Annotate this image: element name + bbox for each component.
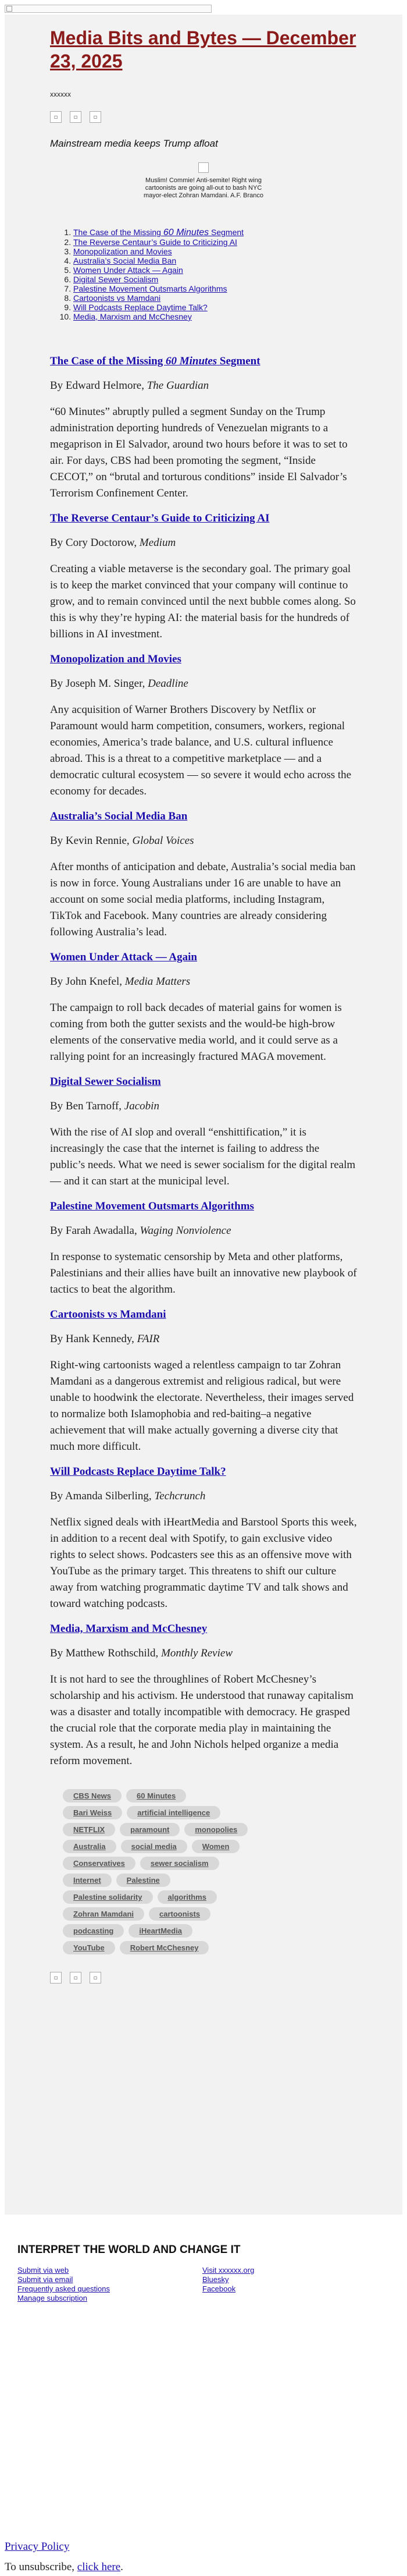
story-summary: In response to systematic censorship by Meta and other platforms, Palestinians and their allies have built an innovative new playbook of tactics to beat the algorithm.: [50, 1251, 357, 1296]
tag-chip[interactable]: NETFLIX: [63, 1823, 115, 1836]
tag-chip[interactable]: cartoonists: [149, 1907, 210, 1921]
story-headline-link[interactable]: Women Under Attack — Again: [50, 951, 198, 963]
tag-chip[interactable]: CBS News: [63, 1789, 122, 1803]
footer-left-links: [17, 2266, 110, 2303]
masked-text: xxxxxx: [50, 90, 71, 98]
top-image-placeholder: [5, 5, 212, 13]
toc-item: [73, 237, 357, 247]
toc-link[interactable]: Palestine Movement Outsmarts Algorithms: [73, 284, 227, 293]
toc-link[interactable]: Media, Marxism and McChesney: [73, 312, 192, 321]
story-summary: With the rise of AI slop and overall “enshittification,” it is increasingly the case that the internet is failing to address the public’s needs. What we need is sewer socialism for the digital realm — and it can start at the municipal level.: [50, 1126, 356, 1187]
toc-link[interactable]: Monopolization and Movies: [73, 247, 172, 256]
story: [50, 1623, 357, 1769]
visit-site-link[interactable]: Visit xxxxxx.org: [202, 2266, 255, 2275]
bottom-share-icons: [50, 1972, 357, 1984]
story: [50, 1076, 357, 1190]
story-summary: “60 Minutes” abruptly pulled a segment Sunday on the Trump administration deporting hundreds of Venezuelan migrants to a megaprison in El Salvador, around two hours before it was to set to air. For days, CBS had been promoting the segment, “Inside CECOT,” on “brutal and torturous conditions” inside El Salvador’s Terrorism Confinement Center.: [50, 406, 348, 499]
unsubscribe-link[interactable]: click here: [77, 2561, 121, 2573]
share-icon-3[interactable]: ▫: [90, 1972, 101, 1984]
story-summary: Creating a viable metaverse is the secondary goal. The primary goal is to keep the market convinced that your company will continue to grow, and to remain convinced until the next bubble comes along. So this is why they’re hyping AI: the material basis for the hundreds of billions in AI investment.: [50, 563, 356, 640]
tag-chip[interactable]: Robert McChesney: [120, 1941, 209, 1954]
toc-link[interactable]: The Reverse Centaur’s Guide to Criticizing AI: [73, 237, 237, 247]
story-byline: By Amanda Silberling, Techcrunch: [50, 1490, 206, 1502]
privacy-policy-link[interactable]: Privacy Policy: [5, 2540, 70, 2553]
social-share-icons: [50, 111, 357, 123]
tag-chip[interactable]: Internet: [63, 1874, 112, 1887]
tag-chip[interactable]: algorithms: [158, 1890, 217, 1904]
toc-link[interactable]: Digital Sewer Socialism: [73, 275, 159, 284]
story-byline: By Cory Doctorow, Medium: [50, 537, 176, 549]
toc-item: [73, 265, 357, 275]
toc-link[interactable]: The Case of the Missing 60 Minutes Segment: [73, 228, 244, 237]
story-headline-link[interactable]: Palestine Movement Outsmarts Algorithms: [50, 1200, 254, 1212]
toc-item: [73, 228, 357, 237]
footer-right-links: [202, 2266, 254, 2294]
story-headline-link[interactable]: The Reverse Centaur’s Guide to Criticizing AI: [50, 512, 270, 524]
story-summary: After months of anticipation and debate, Australia’s social media ban is now in force. Young Australians under 16 are unable to have an account on some social media platforms, including Instagram, TikTok and Facebook. Many countries are already considering following Australia’s lead.: [50, 861, 356, 938]
toc-item: [73, 303, 357, 312]
story: [50, 810, 357, 941]
faq-link[interactable]: Frequently asked questions: [17, 2284, 110, 2293]
submit-email-link[interactable]: Submit via email: [17, 2275, 73, 2284]
tag-chip[interactable]: monopolies: [184, 1823, 248, 1836]
toc-link[interactable]: Cartoonists vs Mamdani: [73, 293, 161, 303]
toc-link[interactable]: Australia’s Social Media Ban: [73, 256, 177, 265]
bluesky-link[interactable]: Bluesky: [202, 2275, 229, 2284]
share-icon-2[interactable]: ▫: [70, 111, 81, 123]
tag-chip[interactable]: artificial intelligence: [127, 1806, 220, 1819]
story: [50, 355, 357, 502]
tag-cloud: [63, 1789, 249, 1954]
story-summary: Right-wing cartoonists waged a relentless campaign to tar Zohran Mamdani as a dangerous extremist and religious radical, but were unable to hoodwink the electorate. Nevertheless, their images served to normalize both Islamophobia and red-baiting–a negative achievement that will make actually governing a diverse city that much more difficult.: [50, 1359, 354, 1453]
tag-chip[interactable]: Palestine: [116, 1874, 170, 1887]
toc-item: [73, 284, 357, 293]
tag-chip[interactable]: sewer socialism: [140, 1857, 219, 1870]
story-byline: By Joseph M. Singer, Deadline: [50, 677, 188, 690]
manage-subscription-link[interactable]: Manage subscription: [17, 2294, 87, 2302]
tag-chip[interactable]: Women: [192, 1840, 240, 1853]
tag-chip[interactable]: paramount: [120, 1823, 180, 1836]
newsletter-body: [5, 15, 402, 2215]
story-byline: By Matthew Rothschild, Monthly Review: [50, 1647, 233, 1659]
tag-chip[interactable]: Zohran Mamdani: [63, 1907, 144, 1921]
cartoon-caption: Muslim! Commie! Anti-semite! Right wing cartoonists are going all-out to bash NYC mayor-elect Zohran Mamdani. A.F. Branco: [143, 177, 264, 199]
story-byline: By Ben Tarnoff, Jacobin: [50, 1100, 159, 1112]
toc-item: [73, 293, 357, 303]
cartoon-image-icon: [198, 162, 209, 173]
tag-chip[interactable]: YouTube: [63, 1941, 115, 1954]
story-headline-link[interactable]: Will Podcasts Replace Daytime Talk?: [50, 1466, 226, 1478]
footer: [5, 2215, 402, 2540]
lead-headline: Mainstream media keeps Trump afloat: [50, 138, 218, 149]
stories-list: [50, 355, 357, 1769]
story-headline-link[interactable]: Cartoonists vs Mamdani: [50, 1308, 166, 1321]
toc-link[interactable]: Will Podcasts Replace Daytime Talk?: [73, 303, 208, 312]
story: [50, 1200, 357, 1298]
facebook-link[interactable]: Facebook: [202, 2284, 236, 2293]
story-summary: Any acquisition of Warner Brothers Discovery by Netflix or Paramount would harm competition, consumers, workers, regional economies, America’s trade balance, and U.S. cultural influence abroad. This is a threat to a competitive marketplace — and a democratic cultural ecosystem — so severe it would echo across the economy for decades.: [50, 704, 352, 797]
tag-chip[interactable]: Bari Weiss: [63, 1806, 122, 1819]
story-byline: By Hank Kennedy, FAIR: [50, 1333, 160, 1345]
share-icon-1[interactable]: ▫: [50, 111, 62, 123]
broken-image-icon: [6, 6, 12, 12]
story: [50, 512, 357, 643]
tag-chip[interactable]: podcasting: [63, 1924, 124, 1938]
story-headline-link[interactable]: Australia’s Social Media Ban: [50, 810, 188, 822]
story: [50, 653, 357, 800]
toc-link[interactable]: Women Under Attack — Again: [73, 265, 183, 275]
share-icon-2[interactable]: ▫: [70, 1972, 81, 1984]
story: [50, 1308, 357, 1455]
cartoon-figure: [50, 162, 357, 200]
story-byline: By Kevin Rennie, Global Voices: [50, 835, 194, 847]
tag-chip[interactable]: social media: [121, 1840, 187, 1853]
story-headline-link[interactable]: Digital Sewer Socialism: [50, 1076, 161, 1088]
newsletter-title[interactable]: Media Bits and Bytes — December 23, 2025: [50, 27, 356, 72]
story-summary: It is not hard to see the throughlines of Robert McChesney’s scholarship and his activism. He understood that runaway capitalism was a disaster and totally incompatible with democracy. He grasped the crucial role that the corporate media play in maintaining the system. As a result, he and John Nichols helped organize a media reform movement.: [50, 1673, 354, 1767]
table-of-contents: [50, 228, 357, 321]
story: [50, 951, 357, 1065]
story-headline-link[interactable]: Media, Marxism and McChesney: [50, 1623, 208, 1635]
story-summary: The campaign to roll back decades of material gains for women is coming from both the gutter sexists and the would-be high-brow elements of the conservative media world, and it could serve as a rallying point for an increasingly fractured MAGA movement.: [50, 1002, 342, 1063]
submit-web-link[interactable]: Submit via web: [17, 2266, 69, 2275]
toc-item: [73, 256, 357, 265]
story-byline: By Farah Awadalla, Waging Nonviolence: [50, 1225, 231, 1237]
story-headline-link[interactable]: Monopolization and Movies: [50, 653, 181, 665]
story-byline: By John Knefel, Media Matters: [50, 975, 191, 988]
share-icon-3[interactable]: ▫: [90, 111, 101, 123]
footer-heading: INTERPRET THE WORLD AND CHANGE IT: [17, 2244, 241, 2256]
tag-chip[interactable]: Palestine solidarity: [63, 1890, 153, 1904]
tag-chip[interactable]: 60 Minutes: [126, 1789, 186, 1803]
tag-chip[interactable]: iHeartMedia: [128, 1924, 192, 1938]
toc-item: [73, 275, 357, 284]
tag-chip[interactable]: Conservatives: [63, 1857, 135, 1870]
story-summary: Netflix signed deals with iHeartMedia and Barstool Sports this week, in addition to a recent deal with Spotify, to gain exclusive video rights to select shows. Podcasters see this as an offensive move with YouTube as the primary target. This threatens to shift our culture away from watching programmatic daytime TV and talk shows and toward watching podcasts.: [50, 1516, 357, 1610]
story: [50, 1466, 357, 1612]
share-icon-1[interactable]: ▫: [50, 1972, 62, 1984]
toc-item: [73, 312, 357, 321]
tag-chip[interactable]: Australia: [63, 1840, 116, 1853]
toc-item: [73, 247, 357, 256]
story-headline-link[interactable]: The Case of the Missing 60 Minutes Segment: [50, 355, 260, 367]
unsubscribe-line: To unsubscribe, click here.: [5, 2561, 123, 2573]
story-byline: By Edward Helmore, The Guardian: [50, 379, 209, 392]
